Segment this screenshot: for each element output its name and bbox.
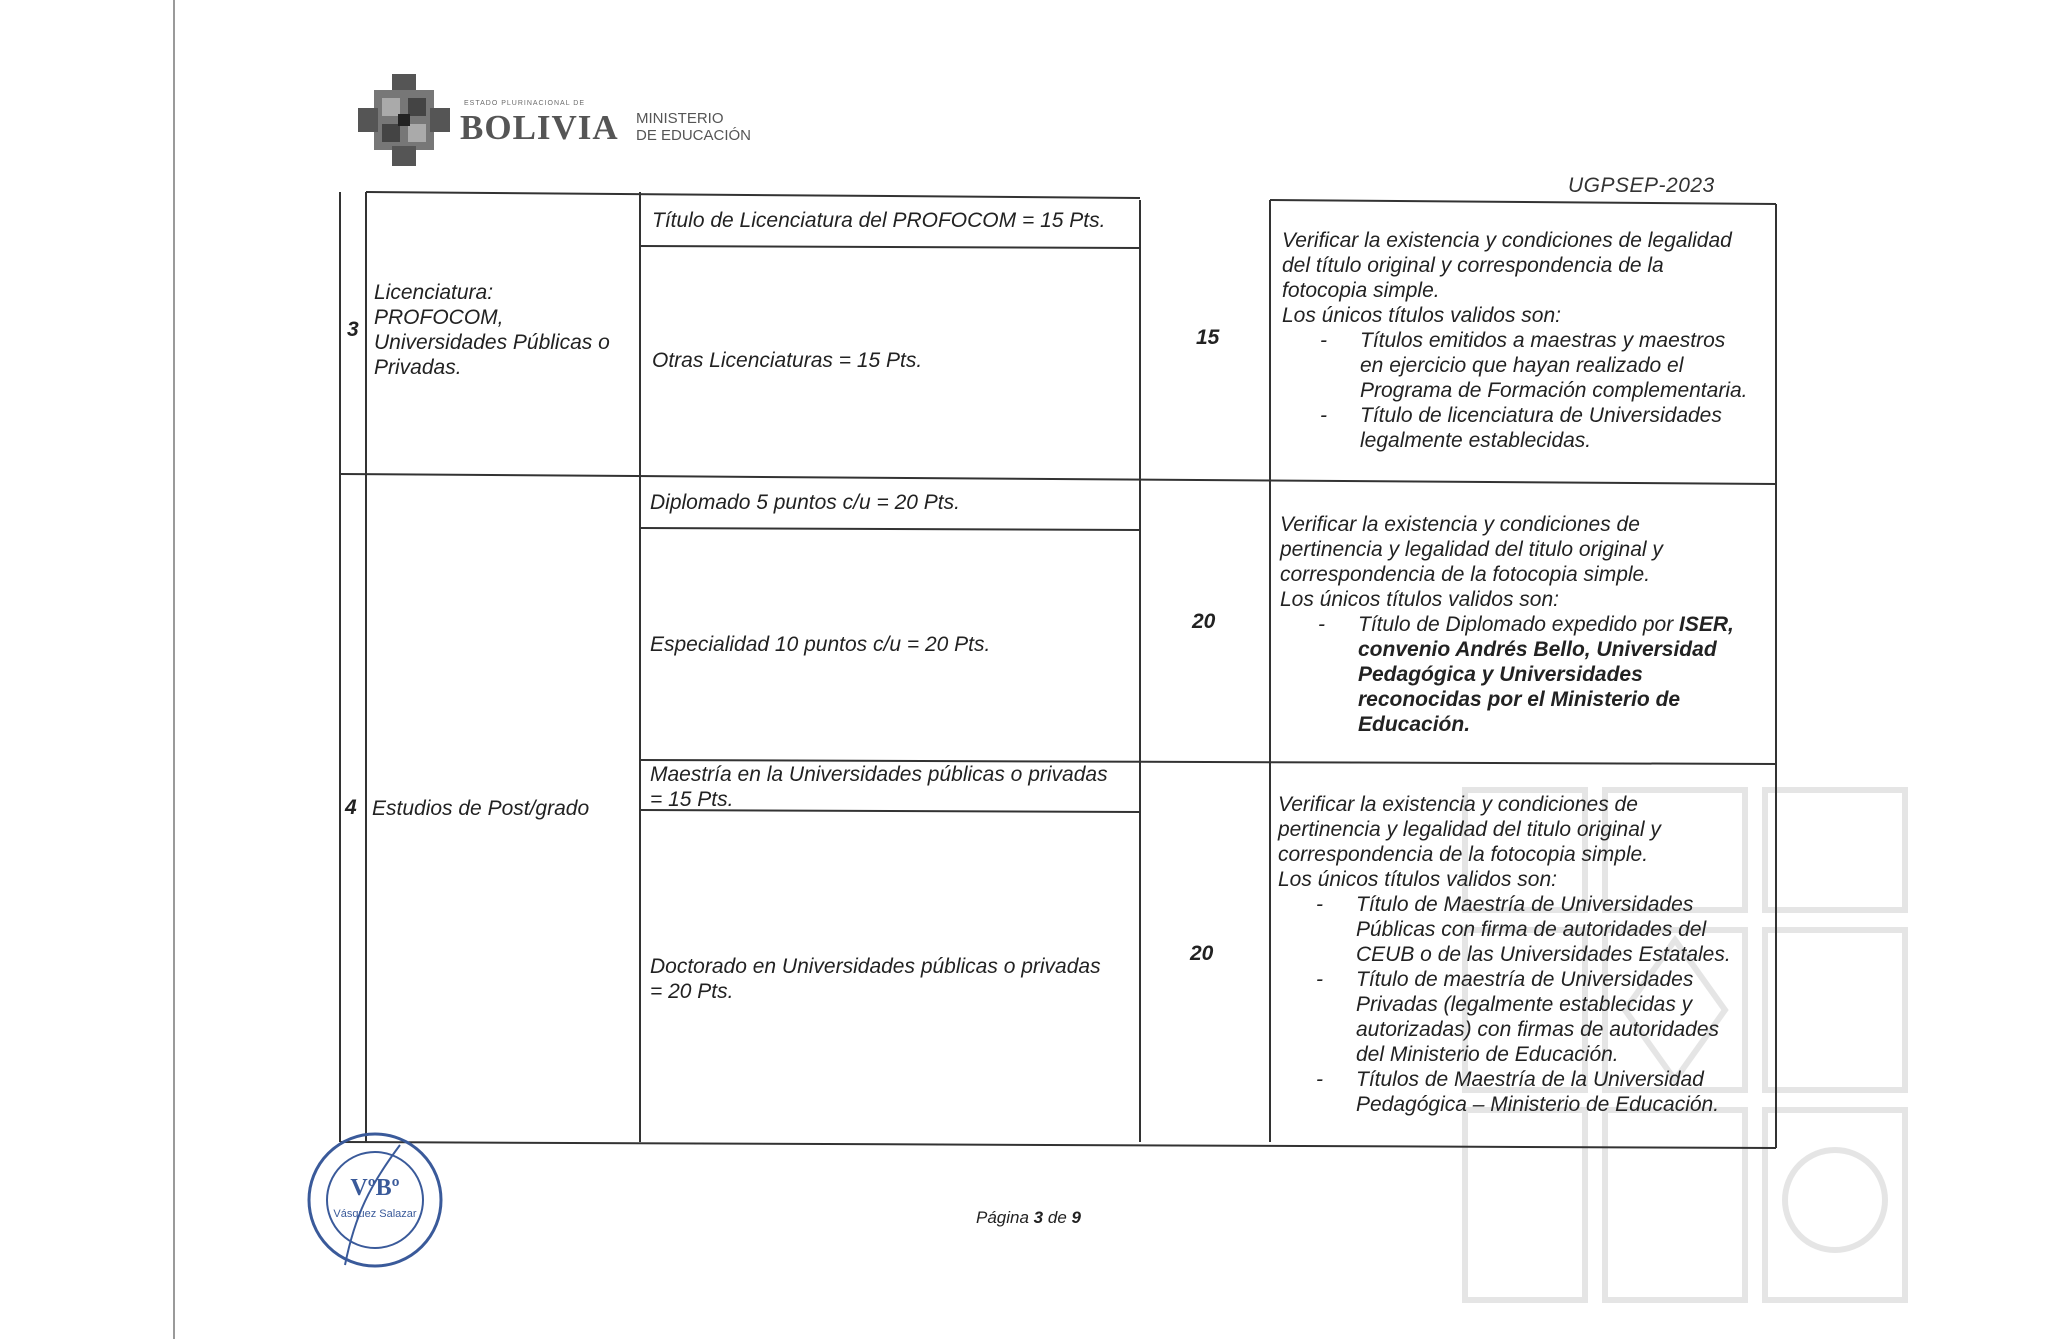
bullet-line: - Título de Maestría de Universidades <box>1356 893 1694 916</box>
bullet-line: del Ministerio de Educación. <box>1356 1043 1619 1066</box>
verify-line: Verificar la existencia y condiciones de <box>1280 513 1640 536</box>
bullet-line: - Títulos de Maestría de la Universidad <box>1356 1068 1704 1091</box>
row-3-points: 15 <box>1196 326 1220 349</box>
verify-line: fotocopia simple. <box>1282 279 1440 302</box>
official-stamp <box>300 1125 450 1275</box>
item-line: Doctorado en Universidades públicas o privadas <box>650 955 1101 978</box>
verify-line: Los únicos títulos validos son: <box>1280 588 1559 611</box>
logo-small-text: ESTADO PLURINACIONAL DE <box>464 100 586 107</box>
verify-line: correspondencia de la fotocopia simple. <box>1280 563 1651 586</box>
criterion-line: Privadas. <box>374 356 462 379</box>
row-3-verification <box>1282 228 1748 453</box>
bullet-line: - Títulos emitidos a maestras y maestros <box>1360 329 1726 352</box>
ministry-line-2: DE EDUCACIÓN <box>636 127 752 144</box>
bullet-line: autorizadas) con firmas de autoridades <box>1356 1018 1720 1041</box>
bullet-item <box>1280 612 1734 737</box>
document-code: UGPSEP-2023 <box>1568 174 1715 197</box>
bullet-bold-line: reconocidas por el Ministerio de <box>1358 688 1681 711</box>
bullet-item <box>1282 403 1748 453</box>
svg-text:Vásquez Salazar: Vásquez Salazar <box>333 1208 417 1220</box>
bullet-bold-line: Pedagógica y Universidades <box>1358 663 1643 686</box>
row-4-criterion: Estudios de Post/grado <box>372 797 590 820</box>
criterion-line: Licenciatura: <box>374 281 494 304</box>
verify-line: pertinencia y legalidad del titulo original y <box>1280 538 1663 561</box>
logo-country-text: BOLIVIA <box>460 108 619 147</box>
page-total: 9 <box>1071 1208 1081 1227</box>
item-line: = 20 Pts. <box>650 980 734 1003</box>
bullet-item <box>1282 328 1748 403</box>
decorative-pattern-watermark <box>1455 780 1915 1310</box>
bullet-line: CEUB o de las Universidades Estatales. <box>1356 943 1731 966</box>
verify-line: pertinencia y legalidad del titulo original y <box>1278 818 1661 841</box>
criterion-line: Universidades Públicas o <box>374 331 610 354</box>
row-4a-item-2: Especialidad 10 puntos c/u = 20 Pts. <box>650 633 991 656</box>
row-4b-item-1 <box>650 762 1108 812</box>
bullet-prefix: Título de Diplomado expedido por <box>1358 613 1674 636</box>
verify-line: Los únicos títulos validos son: <box>1278 868 1557 891</box>
bullet-line: - Título de maestría de Universidades <box>1356 968 1694 991</box>
page-number <box>976 1208 1081 1228</box>
bullet-bold-line: convenio Andrés Bello, Universidad <box>1358 638 1717 661</box>
bullet-bold-line: Educación. <box>1358 713 1471 736</box>
bullet-line: legalmente establecidas. <box>1360 429 1592 452</box>
row-4-number: 4 <box>345 796 357 819</box>
row-4a-item-1: Diplomado 5 puntos c/u = 20 Pts. <box>650 491 960 514</box>
row-3-number: 3 <box>347 318 359 341</box>
row-4a-bullets <box>1280 612 1734 737</box>
page-word: Página <box>976 1208 1029 1227</box>
row-4a-points: 20 <box>1192 610 1216 633</box>
bullet-line: Programa de Formación complementaria. <box>1360 379 1748 402</box>
page-of-word: de <box>1047 1208 1067 1227</box>
ministry-line-1: MINISTERIO <box>636 110 724 127</box>
verify-line: Verificar la existencia y condiciones de <box>1278 793 1638 816</box>
row-3-criterion <box>374 280 610 380</box>
verify-line: Verificar la existencia y condiciones de legalidad <box>1282 229 1732 252</box>
row-4b-item-2 <box>650 954 1101 1004</box>
svg-text:VºBº: VºBº <box>350 1175 400 1201</box>
bullet-line: Públicas con firma de autoridades del <box>1356 918 1707 941</box>
row-3-item-1: Título de Licenciatura del PROFOCOM = 15 Pts. <box>652 209 1106 232</box>
row-4a-verification <box>1280 512 1734 737</box>
page-current: 3 <box>1033 1208 1044 1227</box>
bullet-line: Pedagógica – Ministerio de Educación. <box>1356 1093 1720 1116</box>
bullet-line: - Título de licenciatura de Universidades <box>1360 404 1722 427</box>
verify-line: correspondencia de la fotocopia simple. <box>1278 843 1649 866</box>
item-line: = 15 Pts. <box>650 788 734 811</box>
bullet-line: en ejercicio que hayan realizado el <box>1360 354 1684 377</box>
bullet-line: Privadas (legalmente establecidas y <box>1356 993 1693 1016</box>
bullet-bold: ISER, <box>1679 613 1734 636</box>
verify-line: del título original y correspondencia de la <box>1282 254 1664 277</box>
row-4b-points: 20 <box>1190 942 1214 965</box>
verify-line: Los únicos títulos validos son: <box>1282 304 1561 327</box>
item-line: Maestría en la Universidades públicas o privadas <box>650 763 1108 786</box>
bullet-line <box>1358 612 1734 637</box>
row-3-bullets <box>1282 328 1748 453</box>
row-3-item-2: Otras Licenciaturas = 15 Pts. <box>652 349 923 372</box>
criterion-line: PROFOCOM, <box>374 306 504 329</box>
